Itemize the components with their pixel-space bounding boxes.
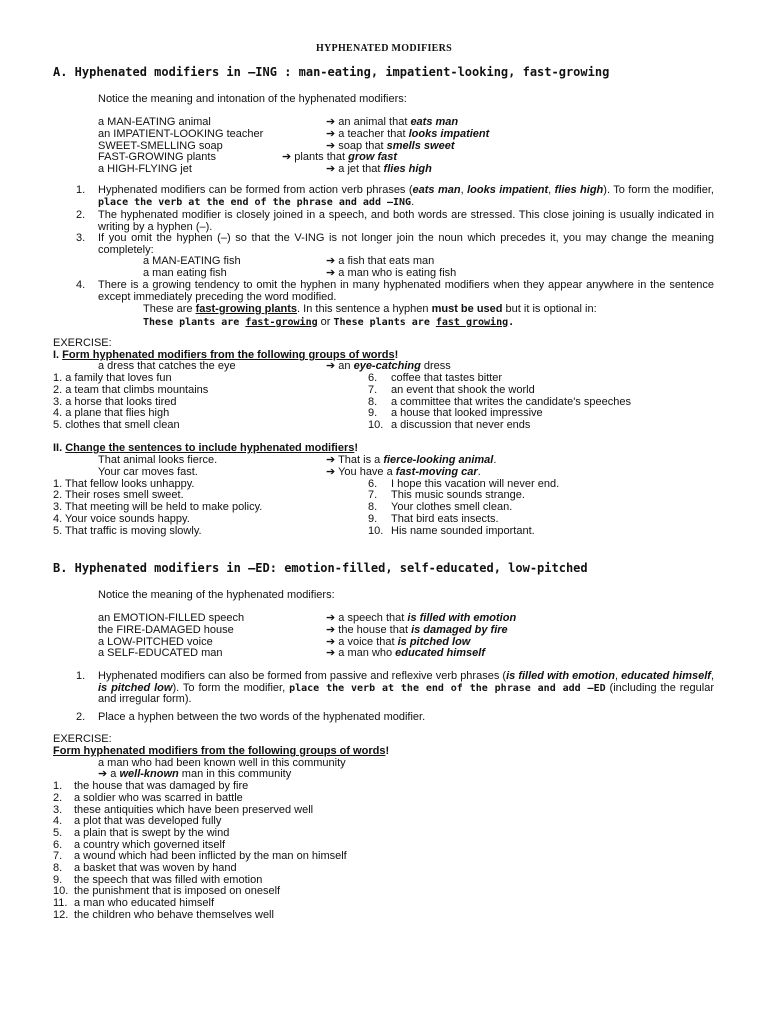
p4-example: These plants are fast-growing or These plants are fast growing. [143, 316, 515, 328]
arrow-icon: ➔ [326, 255, 336, 267]
list-item: This music sounds strange. [391, 489, 525, 501]
list-number: 10. [53, 885, 69, 897]
example-left: an IMPATIENT-LOOKING teacher [98, 128, 264, 140]
list-item: 1. That fellow looks unhappy. [53, 478, 195, 490]
list-item: 3. a horse that looks tired [53, 396, 177, 408]
example-right: ➔ soap that smells sweet [326, 140, 455, 152]
example-left: a SELF-EDUCATED man [98, 647, 223, 659]
arrow-icon: ➔ [326, 360, 336, 372]
list-number: 8. [368, 396, 378, 408]
list-number: 10. [368, 525, 384, 537]
exercise-2-example-right: ➔ You have a fast-moving car. [326, 466, 481, 478]
paragraph-b1: Hyphenated modifiers can also be formed from passive and reflexive verb phrases (is filled with emotion, educated himself, is pitched low). To form the modifier, place the verb at the end of the phrase and add –ED (including the regular and irregular form). [98, 670, 715, 706]
list-number: 1. [76, 184, 86, 196]
paragraph-2: The hyphenated modifier is closely joined in a speech, and both words are stressed. This close joining is usually indicated in writing by a hyphen (–). [98, 209, 714, 233]
p3-example-left: a man eating fish [143, 267, 227, 279]
p3-example-right: ➔ a man who is eating fish [326, 267, 457, 279]
section-a-notice: Notice the meaning and intonation of the hyphenated modifiers: [98, 93, 407, 105]
list-item: Your clothes smell clean. [391, 501, 513, 513]
list-number: 2. [76, 209, 86, 221]
p3-example-right: ➔ a fish that eats man [326, 255, 435, 267]
example-left: an EMOTION-FILLED speech [98, 612, 245, 624]
arrow-icon: ➔ [326, 647, 336, 659]
arrow-icon: ➔ [326, 454, 336, 466]
list-item: the house that was damaged by fire [74, 780, 249, 792]
example-left: a HIGH-FLYING jet [98, 163, 192, 175]
list-item: 3. That meeting will be held to make policy. [53, 501, 263, 513]
example-left: the FIRE-DAMAGED house [98, 624, 234, 636]
list-item: the speech that was filled with emotion [74, 874, 263, 886]
list-number: 9. [53, 874, 63, 886]
exercise-1-heading: I. Form hyphenated modifiers from the following groups of words! [53, 349, 399, 361]
arrow-icon: ➔ [98, 768, 108, 780]
list-item: a basket that was woven by hand [74, 862, 237, 874]
list-item: a plain that is swept by the wind [74, 827, 230, 839]
example-right: ➔ an animal that eats man [326, 116, 459, 128]
exercise-1-example-right: ➔ an eye-catching dress [326, 360, 451, 372]
example-left: SWEET-SMELLING soap [98, 140, 223, 152]
list-item: a house that looked impressive [391, 407, 543, 419]
list-item: 5. That traffic is moving slowly. [53, 525, 202, 537]
list-number: 12. [53, 909, 69, 921]
list-item: a plot that was developed fully [74, 815, 222, 827]
list-number: 2. [76, 711, 86, 723]
arrow-icon: ➔ [326, 140, 336, 152]
list-item: 4. a plane that flies high [53, 407, 170, 419]
paragraph-1: Hyphenated modifiers can be formed from action verb phrases (eats man, looks impatient, flies high). To form the modifier, place the verb at the end of the phrase and add –ING. [98, 184, 714, 208]
example-right: ➔ the house that is damaged by fire [326, 624, 508, 636]
list-number: 5. [53, 827, 63, 839]
list-item: 1. a family that loves fun [53, 372, 172, 384]
list-item: I hope this vacation will never end. [391, 478, 560, 490]
list-number: 8. [53, 862, 63, 874]
p4-note: These are fast-growing plants. In this sentence a hyphen must be used but it is optional in: [143, 303, 597, 315]
exercise-3-example-line: a man who had been known well in this community [98, 757, 346, 769]
arrow-icon: ➔ [326, 636, 336, 648]
example-left: a LOW-PITCHED voice [98, 636, 213, 648]
list-item: 4. Your voice sounds happy. [53, 513, 190, 525]
arrow-icon: ➔ [326, 466, 336, 478]
arrow-icon: ➔ [326, 267, 336, 279]
section-a-heading: A. Hyphenated modifiers in –ING : man-eating, impatient-looking, fast-growing [53, 65, 610, 79]
list-item: a man who educated himself [74, 897, 215, 909]
example-right: ➔ plants that grow fast [282, 151, 398, 163]
list-number: 6. [53, 839, 63, 851]
example-right: ➔ a teacher that looks impatient [326, 128, 490, 140]
list-item: these antiquities which have been preserved well [74, 804, 314, 816]
list-item: the children who behave themselves well [74, 909, 274, 921]
list-item: His name sounded important. [391, 525, 535, 537]
list-item: an event that shook the world [391, 384, 535, 396]
list-number: 7. [368, 384, 378, 396]
example-right: ➔ a jet that flies high [326, 163, 432, 175]
list-number: 4. [53, 815, 63, 827]
list-number: 3. [53, 804, 63, 816]
list-item: 2. Their roses smell sweet. [53, 489, 184, 501]
p3-example-left: a MAN-EATING fish [143, 255, 241, 267]
list-number: 3. [76, 232, 86, 244]
list-number: 10. [368, 419, 384, 431]
section-b-notice: Notice the meaning of the hyphenated modifiers: [98, 589, 335, 601]
exercise-2-example-left: That animal looks fierce. [98, 454, 218, 466]
arrow-icon: ➔ [326, 128, 336, 140]
list-number: 8. [368, 501, 378, 513]
list-item: a soldier who was scarred in battle [74, 792, 243, 804]
arrow-icon: ➔ [282, 151, 292, 163]
list-number: 6. [368, 372, 378, 384]
arrow-icon: ➔ [326, 612, 336, 624]
list-number: 1. [53, 780, 63, 792]
exercise-1-example-left: a dress that catches the eye [98, 360, 236, 372]
list-item: a committee that writes the candidate's speeches [391, 396, 631, 408]
list-item: coffee that tastes bitter [391, 372, 503, 384]
list-item: a wound which had been inflicted by the man on himself [74, 850, 347, 862]
page-title: HYPHENATED MODIFIERS [315, 43, 453, 54]
paragraph-4: There is a growing tendency to omit the hyphen in many hyphenated modifiers when they appear anywhere in the sentence except immediately preceding the word modified. [98, 279, 714, 303]
example-left: FAST-GROWING plants [98, 151, 216, 163]
exercise-3-heading: Form hyphenated modifiers from the following groups of words! [53, 745, 390, 757]
list-number: 1. [76, 670, 86, 682]
exercise-2-example-right: ➔ That is a fierce-looking animal. [326, 454, 497, 466]
exercise-3-example-answer: ➔ a well-known man in this community [98, 768, 292, 780]
exercise-label: EXERCISE: [53, 733, 112, 745]
example-right: ➔ a voice that is pitched low [326, 636, 471, 648]
list-item: That bird eats insects. [391, 513, 499, 525]
example-right: ➔ a man who educated himself [326, 647, 486, 659]
list-item: a country which governed itself [74, 839, 226, 851]
list-item: 2. a team that climbs mountains [53, 384, 209, 396]
exercise-2-heading: II. Change the sentences to include hyphenated modifiers! [53, 442, 359, 454]
paragraph-3: If you omit the hyphen (–) so that the V-ING is not longer join the noun which precedes it, you may change the meaning completely: [98, 232, 714, 256]
exercise-label: EXERCISE: [53, 337, 112, 349]
example-left: a MAN-EATING animal [98, 116, 211, 128]
arrow-icon: ➔ [326, 163, 336, 175]
list-number: 9. [368, 407, 378, 419]
list-number: 7. [368, 489, 378, 501]
list-number: 4. [76, 279, 86, 291]
arrow-icon: ➔ [326, 116, 336, 128]
list-number: 2. [53, 792, 63, 804]
list-number: 9. [368, 513, 378, 525]
list-number: 11. [53, 897, 68, 909]
list-item: 5. clothes that smell clean [53, 419, 180, 431]
arrow-icon: ➔ [326, 624, 336, 636]
list-number: 6. [368, 478, 378, 490]
section-b-heading: B. Hyphenated modifiers in –ED: emotion-filled, self-educated, low-pitched [53, 561, 588, 575]
list-item: a discussion that never ends [391, 419, 531, 431]
list-item: the punishment that is imposed on oneself [74, 885, 281, 897]
exercise-2-example-left: Your car moves fast. [98, 466, 198, 478]
example-right: ➔ a speech that is filled with emotion [326, 612, 517, 624]
list-number: 7. [53, 850, 63, 862]
paragraph-b2: Place a hyphen between the two words of the hyphenated modifier. [98, 711, 426, 723]
